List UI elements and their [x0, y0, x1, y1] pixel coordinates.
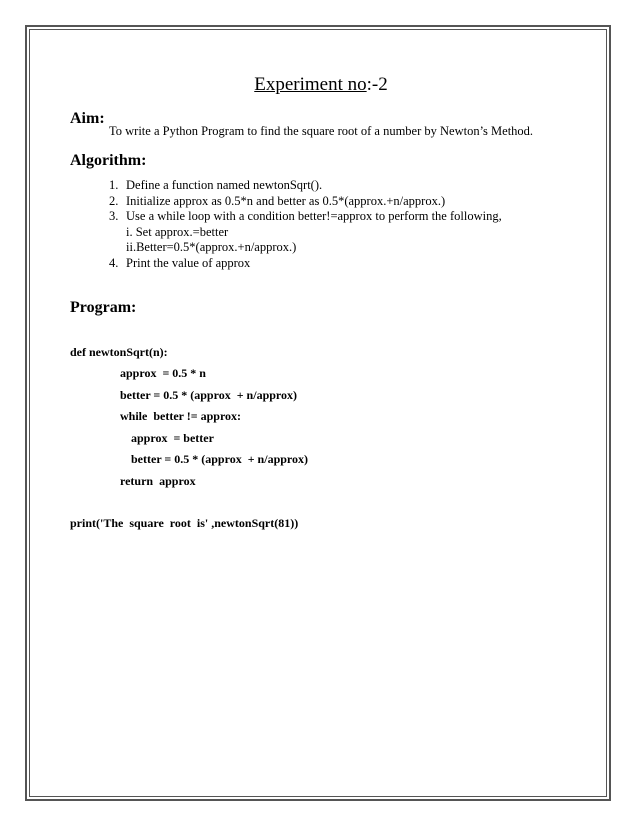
step-number: 2. — [109, 193, 119, 208]
program-heading: Program: — [70, 299, 137, 316]
step-number: 1. — [109, 178, 119, 192]
step-text: Define a function named newtonSqrt(). — [126, 178, 323, 192]
algorithm-substep-i — [109, 225, 502, 241]
aim-heading: Aim: — [70, 110, 105, 127]
page-border-inner — [29, 29, 607, 797]
title-suffix: :-2 — [366, 74, 388, 95]
algorithm-step-2 — [109, 194, 502, 210]
step-text: Initialize approx as 0.5*n and better as 0.5*(approx.+n/approx.) — [126, 193, 446, 208]
algorithm-list — [109, 178, 502, 271]
code-line-7: return approx — [120, 474, 196, 488]
code-line-3: better = 0.5 * (approx + n/approx) — [120, 388, 298, 402]
substep-text: ii.Better=0.5*(approx.+n/approx.) — [126, 240, 297, 254]
code-line-6: better = 0.5 * (approx + n/approx) — [131, 452, 309, 466]
code-line-8: print('The square root is' ,newtonSqrt(81)) — [70, 516, 299, 530]
step-text: Print the value of approx — [126, 255, 251, 270]
substep-text: i. Set approx.=better — [126, 224, 229, 239]
step-number: 3. — [109, 209, 119, 223]
algorithm-substep-ii — [109, 240, 502, 256]
step-number: 4. — [109, 255, 119, 270]
title-main: Experiment no — [254, 74, 367, 95]
code-line-2: approx = 0.5 * n — [120, 366, 206, 380]
aim-text: To write a Python Program to find the square root of a number by Newton’s Method. — [109, 124, 534, 138]
algorithm-step-3 — [109, 209, 502, 225]
page-title — [0, 74, 638, 96]
code-line-5: approx = better — [131, 431, 214, 445]
algorithm-step-1 — [109, 178, 502, 194]
algorithm-heading: Algorithm: — [70, 152, 147, 169]
algorithm-step-4 — [109, 256, 502, 272]
step-text: Use a while loop with a condition better!=approx to perform the following, — [126, 209, 502, 223]
code-line-4: while better != approx: — [120, 409, 242, 423]
code-line-1: def newtonSqrt(n): — [70, 345, 168, 359]
